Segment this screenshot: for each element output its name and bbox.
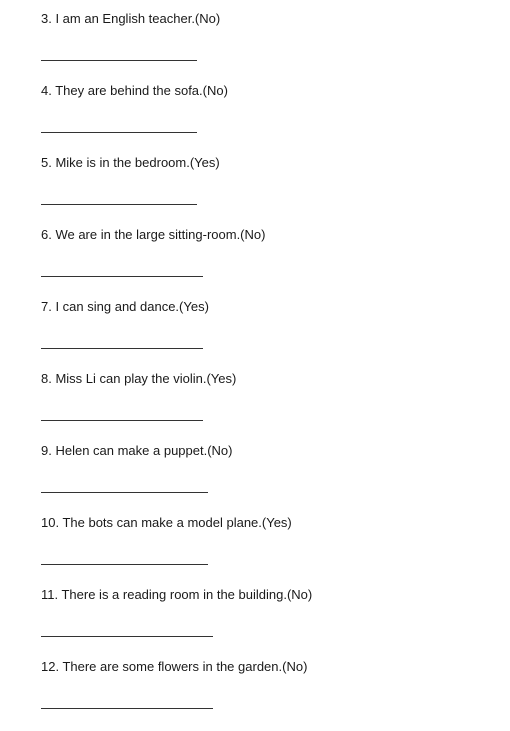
question-text: 12. There are some flowers in the garden.(No): [41, 659, 308, 674]
exercise-item-8: [41, 371, 236, 387]
question-text: 9. Helen can make a puppet.(No): [41, 443, 233, 458]
question-text: 3. I am an English teacher.(No): [41, 11, 221, 26]
question-text: 11. There is a reading room in the building.(No): [41, 587, 313, 602]
answer-blank[interactable]: [41, 60, 197, 61]
question-text: 4. They are behind the sofa.(No): [41, 83, 228, 98]
question-text: 7. I can sing and dance.(Yes): [41, 299, 209, 314]
exercise-item-7: [41, 299, 209, 315]
question-text: 6. We are in the large sitting-room.(No): [41, 227, 266, 242]
answer-blank[interactable]: [41, 420, 203, 421]
answer-blank[interactable]: [41, 348, 203, 349]
answer-blank[interactable]: [41, 636, 213, 637]
exercise-item-12: [41, 659, 307, 675]
answer-blank[interactable]: [41, 708, 213, 709]
answer-blank[interactable]: [41, 132, 197, 133]
exercise-item-6: [41, 227, 265, 243]
exercise-item-11: [41, 587, 312, 603]
exercise-item-5: [41, 155, 220, 171]
question-text: 8. Miss Li can play the violin.(Yes): [41, 371, 237, 386]
exercise-item-9: [41, 443, 233, 459]
question-text: 5. Mike is in the bedroom.(Yes): [41, 155, 220, 170]
answer-blank[interactable]: [41, 204, 197, 205]
answer-blank[interactable]: [41, 492, 208, 493]
exercise-item-10: [41, 515, 292, 531]
exercise-item-4: [41, 83, 228, 99]
answer-blank[interactable]: [41, 276, 203, 277]
answer-blank[interactable]: [41, 564, 208, 565]
exercise-item-3: [41, 11, 220, 27]
question-text: 10. The bots can make a model plane.(Yes): [41, 515, 292, 530]
